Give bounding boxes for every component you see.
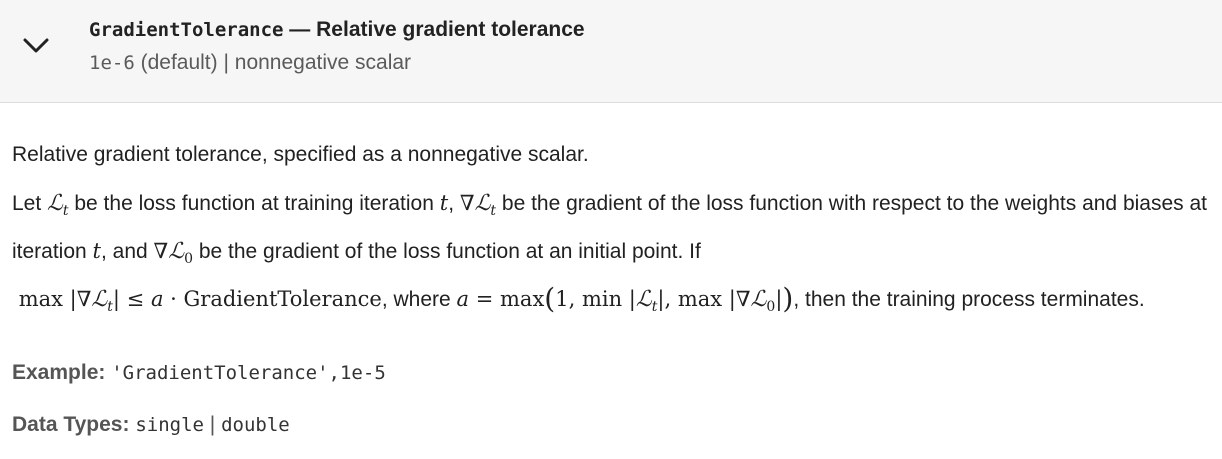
text-segment: be the gradient of the loss function at an initial point. If [193,240,701,263]
math-loss: ℒ [47,191,63,216]
default-suffix: (default) | nonnegative scalar [134,51,412,74]
math-a-definition: a = max(1, min |ℒ$_t$|, max |∇ℒ$_0$|) [456,282,794,315]
math-sub-t: t [107,299,113,315]
math-le: ≤ [119,287,151,311]
text-segment: , then the training process terminates. [793,288,1145,311]
math-paren-close: ) [782,282,794,315]
math-var-t: t [92,239,101,263]
math-cdot: · [163,287,184,311]
parameter-title [89,18,585,42]
math-grad: ∇ [735,287,751,311]
math-sub-t: t [651,299,658,315]
text-segment: , [448,192,460,215]
text-segment: Let [12,192,48,215]
parameter-name: GradientTolerance [89,19,284,41]
math-sub-t: t [490,203,497,219]
math-condition: max |∇ℒ$_t$| ≤ a · GradientTolerance [18,287,382,315]
data-type-double: double [221,414,290,436]
detail-text [12,183,1207,327]
parameter-body [12,135,1207,327]
parameter-description: Relative gradient tolerance [316,18,585,41]
data-types-label: Data Types: [12,413,130,436]
text-segment: , where [381,288,457,311]
title-dash: — [283,18,317,41]
math-gradient-tolerance: GradientTolerance [183,287,382,311]
math-sub-zero: 0 [766,299,776,315]
text-segment: be the gradient of the loss function with respect to the weights and biases at iteration [12,192,1207,263]
text-segment: be the loss function at training iteration [68,192,440,215]
data-type-single: single [135,414,204,436]
math-grad: ∇ [153,239,169,263]
parameter-default [89,51,411,75]
math-var-a: a [456,287,470,311]
math-loss: ℒ [91,287,108,312]
math-loss: ℒ [750,287,767,312]
math-loss: ℒ [474,191,491,216]
example-code: 'GradientTolerance',1e-5 [111,362,386,384]
default-value: 1e-6 [89,52,135,74]
math-loss: ℒ [635,287,652,312]
data-type-separator: | [203,413,222,436]
math-var-a: a [150,287,164,311]
math-grad: ∇ [76,287,92,311]
math-equals: = [469,287,501,311]
text-segment: , and [101,240,154,263]
math-loss: ℒ [168,239,185,264]
chevron-down-icon[interactable] [22,36,50,56]
math-paren-open: ( [544,282,556,315]
math-grad: ∇ [459,191,475,215]
math-sub-t: t [62,203,69,219]
data-types-line [12,413,290,437]
summary-text: Relative gradient tolerance, specified as a nonnegative scalar. [12,143,589,166]
math-min: min [581,287,623,311]
math-one: 1, [555,287,582,311]
parameter-header[interactable] [0,0,1222,103]
math-max: max [677,287,723,311]
math-sub-zero: 0 [184,251,193,267]
example-label: Example: [12,361,106,384]
math-max: max [500,287,545,311]
example-line [12,361,386,385]
math-var-t: t [439,191,449,215]
math-max: max [18,287,63,311]
